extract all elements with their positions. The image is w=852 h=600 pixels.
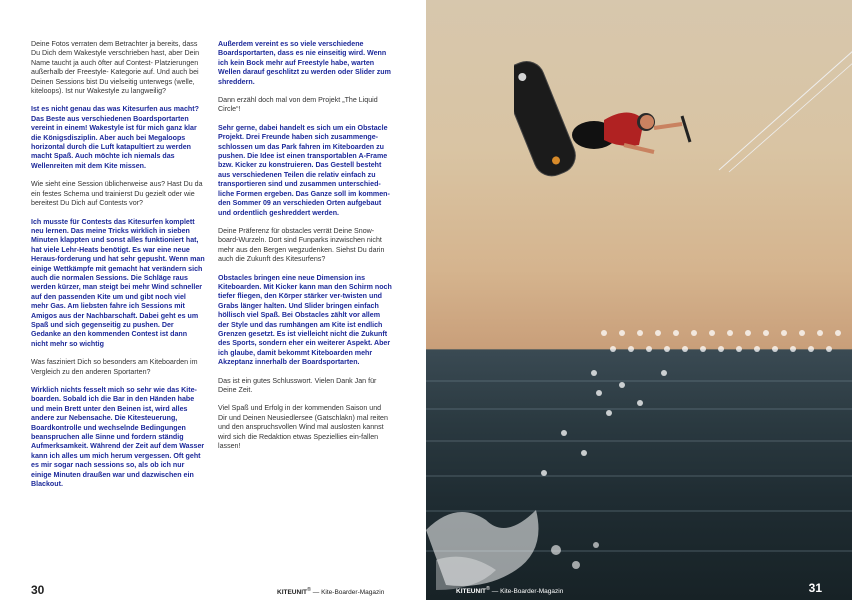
photo-page bbox=[426, 0, 852, 600]
text-column-1 bbox=[31, 40, 205, 498]
magazine-footer bbox=[277, 587, 384, 596]
interview-answer: Außerdem vereint es so viele verschiedene Boardsportarten, dass es nie einseitig wird. Wenn ich kein Bock mehr auf Freestyle habe, warten Wellen darauf geschlitzt zu werden oder Slider zum shreddern. bbox=[218, 40, 391, 86]
interview-answer: Obstacles bringen eine neue Dimension ins Kiteboarden. Mit Kicker kann man den Schirm noch tiefer fliegen, den Körper stärker ver-twisten und Grabs länger halten. Und Slider bringen einfach höllisch viel Spaß. Bei Obstacles zählt vor allem der Style und das rumhängen am Kite ist endlich Grenzen gesetzt. Es ist vielleicht nicht die Zukunft des Sports, sondern eher ein weiterer Aspekt. Aber ich glaube, damit bekommt Kiteboarden mehr Akzeptanz innerhalb der Boardsportarten. bbox=[218, 273, 392, 367]
interview-question: Dann erzähl doch mal von dem Projekt „The Liquid Circle“! bbox=[218, 96, 378, 114]
interview-answer: Ich musste für Contests das Kitesurfen komplett neu lernen. Das meine Tricks wirklich in sieben Minuten klappten und sonst alles funktioniert hat, hat viele Lehr-Heats benötigt. Es war eine neue Heraus-forderung und hat sehr gepusht. Wenn man einige Wettkämpfe mit gemacht hat verändern sich auch die normalen Sessions. Die Schläge raus werden kürzer, man steigt bei mehr Wind schneller auf den passenden Kite um und gibt noch viel mehr Gas. Am liebsten fahre ich Sessions mit Amigos aus der Nachbarschaft. Dabei geht es um Spaß und sich gegenseitig zu pushen. Der Gedanke an den kommenden Contest ist dann nicht mehr so wichtig bbox=[31, 217, 205, 348]
kiteboarder-photo bbox=[514, 50, 852, 190]
registered-mark: ® bbox=[306, 587, 311, 593]
registered-mark: ® bbox=[485, 586, 490, 592]
interview-question: Deine Präferenz für obstacles verrät Deine Snow-board-Wurzeln. Dort sind Funparks inzwischen nicht mehr aus den Bergen wegzudenken. Siehst Du darin auch die Zukunft des Kitesurfens? bbox=[218, 226, 385, 264]
brand-name: KITEUNIT bbox=[456, 588, 486, 596]
page-number: 31 bbox=[808, 581, 822, 595]
water-splash-graphic bbox=[426, 490, 626, 600]
closing-remark: Viel Spaß und Erfolg in der kommenden Saison und Dir und Deinen Neusiedlersee (Gatschlakn) mal reiten und den anspruchsvollen Wind mal auslosten kannst wird sich die Redaktion etwas Speziellies ein-fallen lassen! bbox=[218, 404, 388, 451]
closing-remark: Das ist ein gutes Schlusswort. Vielen Dank Jan für Deine Zeit. bbox=[218, 376, 377, 394]
interview-question: Deine Fotos verraten dem Betrachter ja bereits, dass Du Dich dem Wakestyle verschrieben hast, aber Dein Name taucht ja auch öfter auf Contest- Platzierungen außerhalb der Freestyle- Kategorie auf. Und auch bei Deinen Sessions bist Du vielseitig unterwegs (welle, kiteloops). Ist nur Wakestyle zu langweilig? bbox=[31, 40, 200, 96]
magazine-footer bbox=[456, 586, 563, 595]
brand-name: KITEUNIT bbox=[277, 589, 307, 597]
interview-answer: Sehr gerne, dabei handelt es sich um ein Obstacle Projekt. Drei Freunde haben sich zusammenge-schlossen um das Park fahren im Kiteboarden zu pushen. Die Idee ist einen transportablen A-Frame bzw. Kicker zu konstruieren. Das Gestell besteht aus verschiedenen Teilen die relativ einfach zu transportieren sind und zusammen unterschied-liche Formen ergeben. Das Ganze soll im kommen-den Sommer 09 an verschieden Orten aufgebaut und ordentlich geshreddert werden. bbox=[218, 123, 390, 217]
interview-answer: Ist es nicht genau das was Kitesurfen aus macht? Das Beste aus verschiedenen Boardsportarten vereint in einem! Wakestyle ist für mich ganz klar die Königsdisziplin. Aber auch bei Megaloops horizontal durch die Luft katapultiert zu werden macht Spaß. Auch möchte ich niemals das Wellenreiten mit dem Kite missen. bbox=[31, 105, 199, 170]
interview-answer: Wirklich nichts fesselt mich so sehr wie das Kite-boarden. Sobald ich die Bar in den Händen habe und mein Brett unter den Beinen ist, wird alles andere zur Nebensache. Die Kitesteuerung, Boardkontrolle und wechselnde Bedingungen beanspruchen alle Sinne und fordern ständig Aufmerksamkeit. Während der Zeit auf dem Wasser kann ich alles um mich herum vergessen. Oft geht es mir sogar nach sessions so, als ob ich nur einige Minuten draußen war und dazwischen ein Blackout. bbox=[31, 386, 205, 489]
footer-tagline: — Kite-Boarder-Magazin bbox=[310, 589, 385, 597]
text-column-2 bbox=[218, 40, 392, 460]
footer-tagline: — Kite-Boarder-Magazin bbox=[489, 588, 564, 596]
page-number: 30 bbox=[31, 583, 45, 597]
interview-question: Wie sieht eine Session üblicherweise aus? Hast Du da ein festes Schema und trainierst Du gezielt oder wie bereitest Du Dich auf Contests vor? bbox=[31, 180, 203, 208]
interview-question: Was fasziniert Dich so besonders am Kiteboarden im Vergleich zu den anderen Sportarten? bbox=[31, 358, 198, 376]
